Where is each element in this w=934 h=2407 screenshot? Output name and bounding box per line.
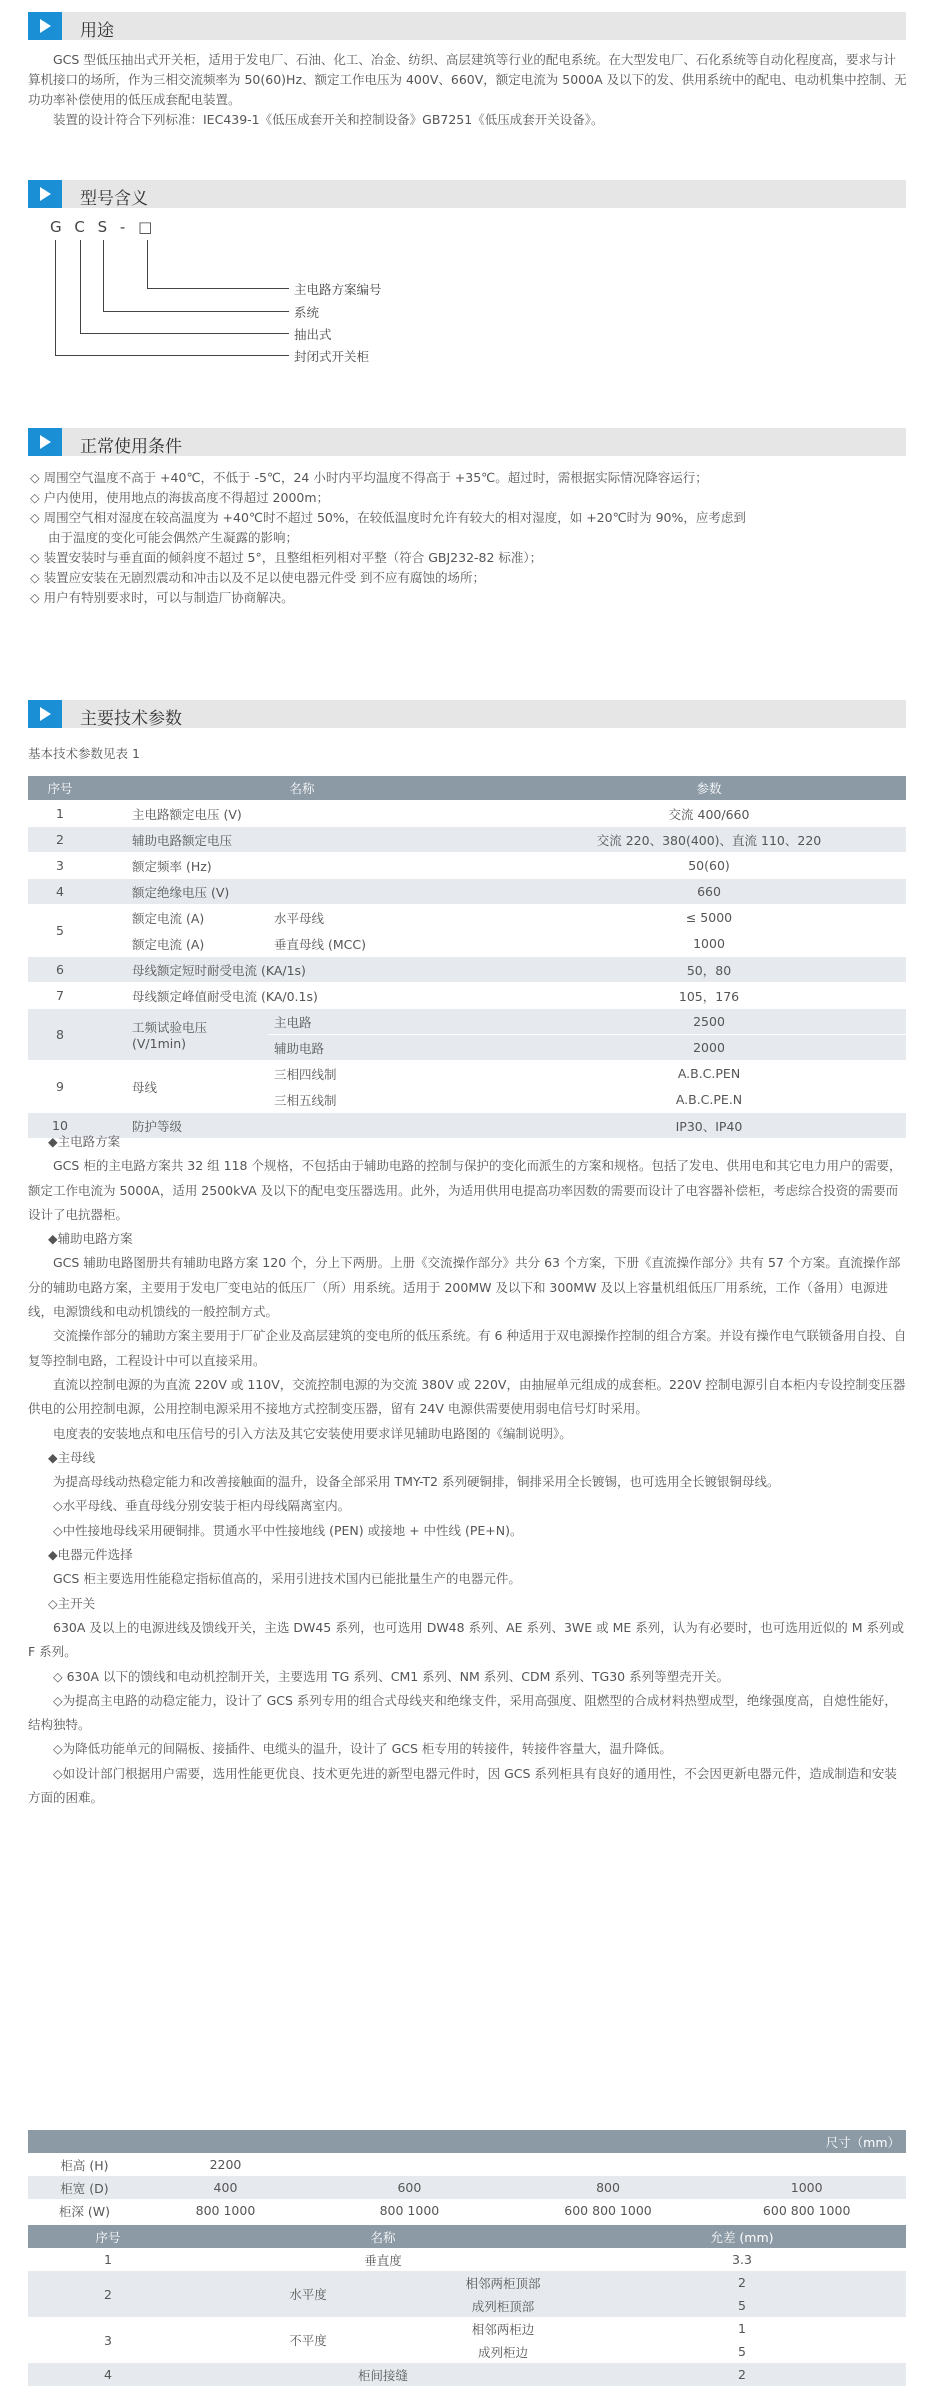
body-paragraph: ◇ 630A 以下的馈线和电动机控制开关，主要选用 TG 系列、CM1 系列、NM 系列、CDM 系列、TG30 系列等塑壳开关。 — [53, 1668, 730, 1684]
table-cell: 5 — [28, 905, 92, 957]
body-text — [28, 1130, 908, 1810]
body-paragraph: ◇为降低功能单元的间隔板、接插件、电缆头的温升，设计了 GCS 柜专用的转接件，转接件容量大，温升降低。 — [53, 1741, 672, 1757]
table-cell: 660 — [512, 879, 906, 905]
table-cell: 2500 — [512, 1009, 906, 1035]
dims-cell: 800 — [509, 2176, 708, 2199]
table-cell: 母线 — [92, 1061, 268, 1113]
body-paragraph: 电度表的安装地点和电压信号的引入方法及其它安装使用要求详见辅助电路图的《编制说明》。 — [53, 1425, 572, 1441]
condition-item: ◇ 装置应安装在无剧烈震动和冲击以及不足以使电器元件受 到不应有腐蚀的场所； — [30, 570, 486, 585]
body-paragraph: 直流以控制电源的为直流 220V 或 110V，交流控制电源的为交流 380V 或 220V，由抽屉单元组成的成套柜。220V 控制电源引自本柜内专设控制变压器供电的公用控制电源，公用控制电源采用不接地方式控制变压器，留有 24V 电源供需要使用弱电信号灯时采用。 — [28, 1376, 906, 1417]
table-cell: 2 — [28, 827, 92, 853]
section-title: 型号含义 — [80, 189, 148, 209]
table-cell: 1 — [738, 2321, 746, 2336]
use-text-2: 装置的设计符合下列标准：IEC439-1《低压成套开关和控制设备》GB7251《低压成套开关设备》。 — [53, 112, 604, 127]
dims-label: 柜高 (H) — [60, 2157, 109, 2173]
body-paragraph: GCS 柜的主电路方案共 32 组 118 个规格，不包括由于辅助电路的控制与保护的变化而派生的方案和规格。包括了发电、供用电和其它电力用户的需要，额定工作电流为 5000A，适用 2500kVA 及以下的配电变压器选用。此外，为适用供用电提高功率因数的需要而设计了电容器补偿柜，考虑综合投资的需要而设计了电抗器柜。 — [28, 1158, 902, 1222]
model-line — [80, 240, 81, 333]
body-paragraph: ◇如设计部门根据用户需要，选用性能更优良、技术更先进的新型电器元件时，因 GCS 系列柜具有良好的通用性，不会因更新电器元件，造成制造和安装方面的困难。 — [28, 1765, 897, 1806]
body-paragraph: 630A 及以上的电源进线及馈线开关，主选 DW45 系列，也可选用 DW48 系列、AE 系列、3WE 或 ME 系列，认为有必要时，也可选用近似的 M 系列或 F 系列。 — [28, 1619, 905, 1660]
body-paragraph: GCS 柜主要选用性能稳定指标值高的，采用引进技术国内已能批量生产的电器元件。 — [53, 1571, 521, 1587]
table-cell: 母线额定短时耐受电流 (KA/1s) — [92, 957, 512, 983]
table-cell: A.B.C.PEN — [512, 1061, 906, 1087]
table-cell: 1000 — [512, 931, 906, 957]
body-heading: ◆主电路方案 — [48, 1134, 121, 1149]
table-cell: 工频试验电压 (V/1min) — [92, 1009, 268, 1061]
table-cell: 5 — [738, 2344, 746, 2359]
table-cell: 交流 400/660 — [512, 801, 906, 827]
dims-unit: 尺寸（mm） — [28, 2130, 906, 2153]
play-arrow-icon — [28, 428, 62, 456]
table-cell: 水平度 — [188, 2271, 428, 2317]
table-cell: 2 — [578, 2363, 906, 2386]
play-arrow-icon — [28, 700, 62, 728]
table-cell: 防护等级 — [92, 1113, 512, 1139]
dims-cell — [509, 2153, 708, 2176]
table-cell: A.B.C.PE.N — [512, 1087, 906, 1113]
table-cell: 辅助电路额定电压 — [92, 827, 512, 853]
table-cell: 50(60) — [512, 853, 906, 879]
condition-item: ◇ 户内使用，使用地点的海拔高度不得超过 2000m； — [30, 490, 330, 505]
model-label: 抽出式 — [294, 327, 332, 342]
table-cell: 三相四线制 — [268, 1061, 512, 1087]
body-paragraph: ◇为提高主电路的动稳定能力，设计了 GCS 系列专用的组合式母线夹和绝缘支件，采用高强度、阻燃型的合成材料热塑成型，绝缘强度高，自熄性能好，结构独特。 — [28, 1692, 897, 1733]
tolerance-table — [28, 2225, 906, 2386]
dims-label: 柜宽 (D) — [28, 2176, 141, 2199]
section-header-conditions — [28, 428, 906, 456]
tech-params-table — [28, 776, 906, 1139]
dims-cell: 800 1000 — [195, 2203, 256, 2218]
table-cell: 2000 — [512, 1035, 906, 1061]
model-line — [147, 240, 148, 288]
model-code: G C S - □ — [50, 218, 157, 236]
table-header: 名称 — [92, 776, 512, 801]
dimensions-table — [28, 2130, 906, 2222]
table-cell: 3.3 — [732, 2252, 752, 2267]
table-cell: 辅助电路 — [268, 1035, 512, 1061]
model-label: 系统 — [294, 305, 320, 320]
model-line — [55, 355, 289, 356]
model-line — [80, 333, 289, 334]
model-line — [103, 311, 289, 312]
model-line — [147, 288, 289, 289]
dims-cell — [310, 2153, 509, 2176]
table-cell: 主电路额定电压 (V) — [92, 801, 512, 827]
table-cell: 垂直母线 (MCC) — [268, 931, 512, 957]
table-header: 参数 — [512, 776, 906, 801]
condition-item: ◇ 周围空气相对湿度在较高温度为 +40℃时不超过 50%，在较低温度时允许有较大的相对湿度，如 +20℃时为 90%，应考虑到 — [30, 510, 746, 525]
body-paragraph: GCS 辅助电路图册共有辅助电路方案 120 个，分上下两册。上册《交流操作部分》共分 63 个方案，下册《直流操作部分》共有 57 个方案。直流操作部分的辅助电路方案，主要用于发电厂变电站的低压厂（所）用系统。适用于 200MW 及以下和 300MW 及以上容量机组低压厂用系统，工作（备用）电源进线，电源馈线和电动机馈线的一般控制方式。 — [28, 1255, 901, 1320]
use-paragraphs — [28, 50, 908, 130]
table-cell: 4 — [28, 2363, 188, 2386]
table-cell: 1 — [28, 801, 92, 827]
dims-cell: 2200 — [209, 2157, 242, 2172]
table-cell: 主电路 — [268, 1009, 512, 1035]
body-paragraph: ◇水平母线、垂直母线分别安装于柜内母线隔离室内。 — [53, 1498, 351, 1514]
conditions-list — [30, 468, 910, 608]
dims-cell — [707, 2153, 906, 2176]
model-line — [55, 240, 56, 355]
table-cell: IP30、IP40 — [512, 1113, 906, 1139]
table-cell: 8 — [28, 1009, 92, 1061]
table-cell: 额定频率 (Hz) — [92, 853, 512, 879]
table-cell: 105，176 — [512, 983, 906, 1009]
body-heading: ◆电器元件选择 — [48, 1547, 133, 1563]
dims-cell: 600 — [310, 2176, 509, 2199]
table-cell: 成列柜顶部 — [428, 2294, 578, 2317]
table-cell: 柜间接缝 — [188, 2363, 578, 2386]
table-cell: 2 — [578, 2271, 906, 2294]
table-cell: 50，80 — [512, 957, 906, 983]
condition-item: 由于温度的变化可能会偶然产生凝露的影响； — [48, 530, 299, 545]
table-cell: 额定电流 (A) — [92, 905, 268, 931]
play-arrow-icon — [28, 12, 62, 40]
dims-cell: 600 800 1000 — [762, 2203, 851, 2218]
table-cell: 不平度 — [289, 2333, 327, 2348]
table-header: 序号 — [28, 2225, 188, 2248]
condition-item: ◇ 装置安装时与垂直面的倾斜度不超过 5°，且整组柜列相对平整（符合 GBJ232-82 标准）； — [30, 550, 543, 565]
section-title: 主要技术参数 — [80, 709, 182, 729]
table-cell: 三相五线制 — [268, 1087, 512, 1113]
body-heading: ◆辅助电路方案 — [48, 1231, 133, 1247]
table-header: 允差 (mm) — [578, 2225, 906, 2248]
body-heading: ◇主开关 — [48, 1595, 96, 1611]
table-cell: 3 — [28, 853, 92, 879]
play-arrow-icon — [28, 180, 62, 208]
body-heading: ◆主母线 — [48, 1449, 96, 1465]
table-cell: 相邻两柜边 — [471, 2321, 535, 2337]
table-cell: 额定电流 (A) — [92, 931, 268, 957]
body-paragraph: 为提高母线动热稳定能力和改善接触面的温升，设备全部采用 TMY-T2 系列硬铜排，铜排采用全长镀锡，也可选用全长镀银铜母线。 — [53, 1474, 780, 1490]
table-cell: 相邻两柜顶部 — [428, 2271, 578, 2294]
condition-item: ◇ 周围空气温度不高于 +40℃，不低于 -5℃，24 小时内平均温度不得高于 +35℃。超过时，需根据实际情况降容运行； — [30, 470, 708, 485]
table-cell: 2 — [28, 2271, 188, 2317]
model-line — [103, 240, 104, 311]
table-cell: 成列柜边 — [477, 2344, 528, 2360]
table-header: 序号 — [28, 776, 92, 801]
section-header-tech — [28, 700, 906, 728]
table-cell: 1 — [104, 2252, 112, 2267]
table-header: 名称 — [188, 2225, 578, 2248]
dims-cell: 400 — [141, 2176, 310, 2199]
use-text-1: GCS 型低压抽出式开关柜，适用于发电厂、石油、化工、冶金、纺织、高层建筑等行业的配电系统。在大型发电厂、石化系统等自动化程度高，要求与计算机接口的场所，作为三相交流频率为 50(60)Hz、额定工作电压为 400V、660V，额定电流为 5000A 及以下的发、供用系统中的配电、电动机集中控制、无功功率补偿使用的低压成套配电装置。 — [28, 52, 907, 107]
body-paragraph: 交流操作部分的辅助方案主要用于厂矿企业及高层建筑的变电所的低压系统。有 6 种适用于双电源操作控制的组合方案。并设有操作电气联锁备用自投、自复等控制电路，工程设计中可以直接采用。 — [28, 1328, 907, 1368]
table-cell: 4 — [28, 879, 92, 905]
table-cell: 7 — [28, 983, 92, 1009]
table-cell: ≤ 5000 — [512, 905, 906, 931]
table-cell: 垂直度 — [364, 2252, 402, 2268]
section-title: 用途 — [80, 21, 114, 41]
section-title: 正常使用条件 — [80, 437, 182, 457]
table-cell: 9 — [28, 1061, 92, 1113]
table-cell: 母线额定峰值耐受电流 (KA/0.1s) — [92, 983, 512, 1009]
section-header-model — [28, 180, 906, 208]
table-cell: 10 — [28, 1113, 92, 1139]
model-label: 封闭式开关柜 — [294, 349, 370, 364]
table-cell: 额定绝缘电压 (V) — [92, 879, 512, 905]
table-caption: 基本技术参数见表 1 — [28, 746, 140, 761]
dims-cell: 1000 — [707, 2176, 906, 2199]
table-cell: 3 — [104, 2332, 112, 2348]
condition-item: ◇ 用户有特别要求时，可以与制造厂协商解决。 — [30, 590, 294, 605]
table-cell: 6 — [28, 957, 92, 983]
dims-cell: 600 800 1000 — [564, 2203, 652, 2218]
table-cell: 5 — [578, 2294, 906, 2317]
body-paragraph: ◇中性接地母线采用硬铜排。贯通水平中性接地线 (PEN) 或接地 + 中性线 (PE+N)。 — [53, 1522, 523, 1538]
section-header-use — [28, 12, 906, 40]
table-cell: 水平母线 — [268, 905, 512, 931]
model-label: 主电路方案编号 — [294, 282, 382, 297]
dims-cell: 800 1000 — [379, 2203, 440, 2218]
dims-label: 柜深 (W) — [58, 2203, 110, 2219]
table-cell: 交流 220、380(400)、直流 110、220 — [512, 827, 906, 853]
